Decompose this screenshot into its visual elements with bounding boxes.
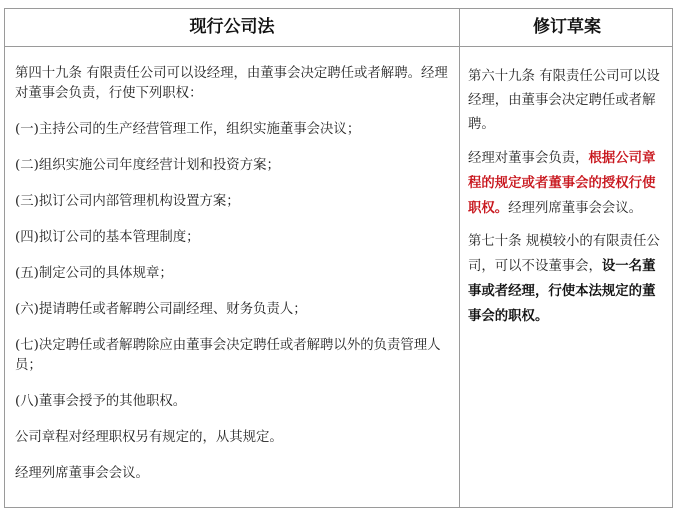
current-law-charter-clause: 公司章程对经理职权另有规定的，从其规定。 bbox=[15, 430, 283, 445]
header-draft: 修订草案 bbox=[533, 17, 601, 37]
current-law-article-49: 第四十九条 有限责任公司可以设经理，由董事会决定聘任或者解聘。经理对董事会负责，行使下列职权： bbox=[15, 66, 448, 101]
comparison-table bbox=[4, 8, 673, 508]
column-divider bbox=[459, 9, 460, 507]
draft-manager-duties-lead: 经理对董事会负责， bbox=[468, 151, 589, 166]
current-law-item-7: (七)决定聘任或者解聘除应由董事会决定聘任或者解聘以外的负责管理人员； bbox=[15, 338, 441, 373]
current-law-item-4: (四)拟订公司的基本管理制度； bbox=[15, 230, 200, 245]
current-law-attend-clause: 经理列席董事会会议。 bbox=[15, 466, 149, 481]
current-law-item-8: (八)董事会授予的其他职权。 bbox=[15, 394, 187, 409]
current-law-item-6: (六)提请聘任或者解聘公司副经理、财务负责人； bbox=[15, 302, 307, 317]
draft-article-69: 第六十九条 有限责任公司可以设经理，由董事会决定聘任或者解聘。 bbox=[468, 69, 660, 132]
draft-article-70-lead: 第七十条 规模较小的有限责任公司，可以不设董事会， bbox=[468, 234, 660, 274]
draft-manager-attend: 经理列席董事会会议。 bbox=[508, 201, 643, 216]
draft-column bbox=[468, 65, 668, 329]
current-law-item-2: (二)组织实施公司年度经营计划和投资方案； bbox=[15, 158, 280, 173]
draft-highlight-bold: 设一名董事或者经理，行使本法规定的董事会的职权。 bbox=[468, 258, 656, 324]
header-current-law: 现行公司法 bbox=[189, 17, 275, 37]
current-law-item-1: (一)主持公司的生产经营管理工作，组织实施董事会决议； bbox=[15, 122, 361, 137]
current-law-column bbox=[15, 64, 453, 484]
draft-highlight-red: 根据公司章程的规定或者董事会的授权行使职权。 bbox=[468, 150, 656, 216]
draft-manager-duties bbox=[468, 146, 668, 221]
current-law-item-5: (五)制定公司的具体规章； bbox=[15, 266, 173, 281]
header-divider bbox=[5, 46, 672, 47]
draft-article-70 bbox=[468, 230, 668, 329]
current-law-item-3: (三)拟订公司内部管理机构设置方案； bbox=[15, 194, 240, 209]
